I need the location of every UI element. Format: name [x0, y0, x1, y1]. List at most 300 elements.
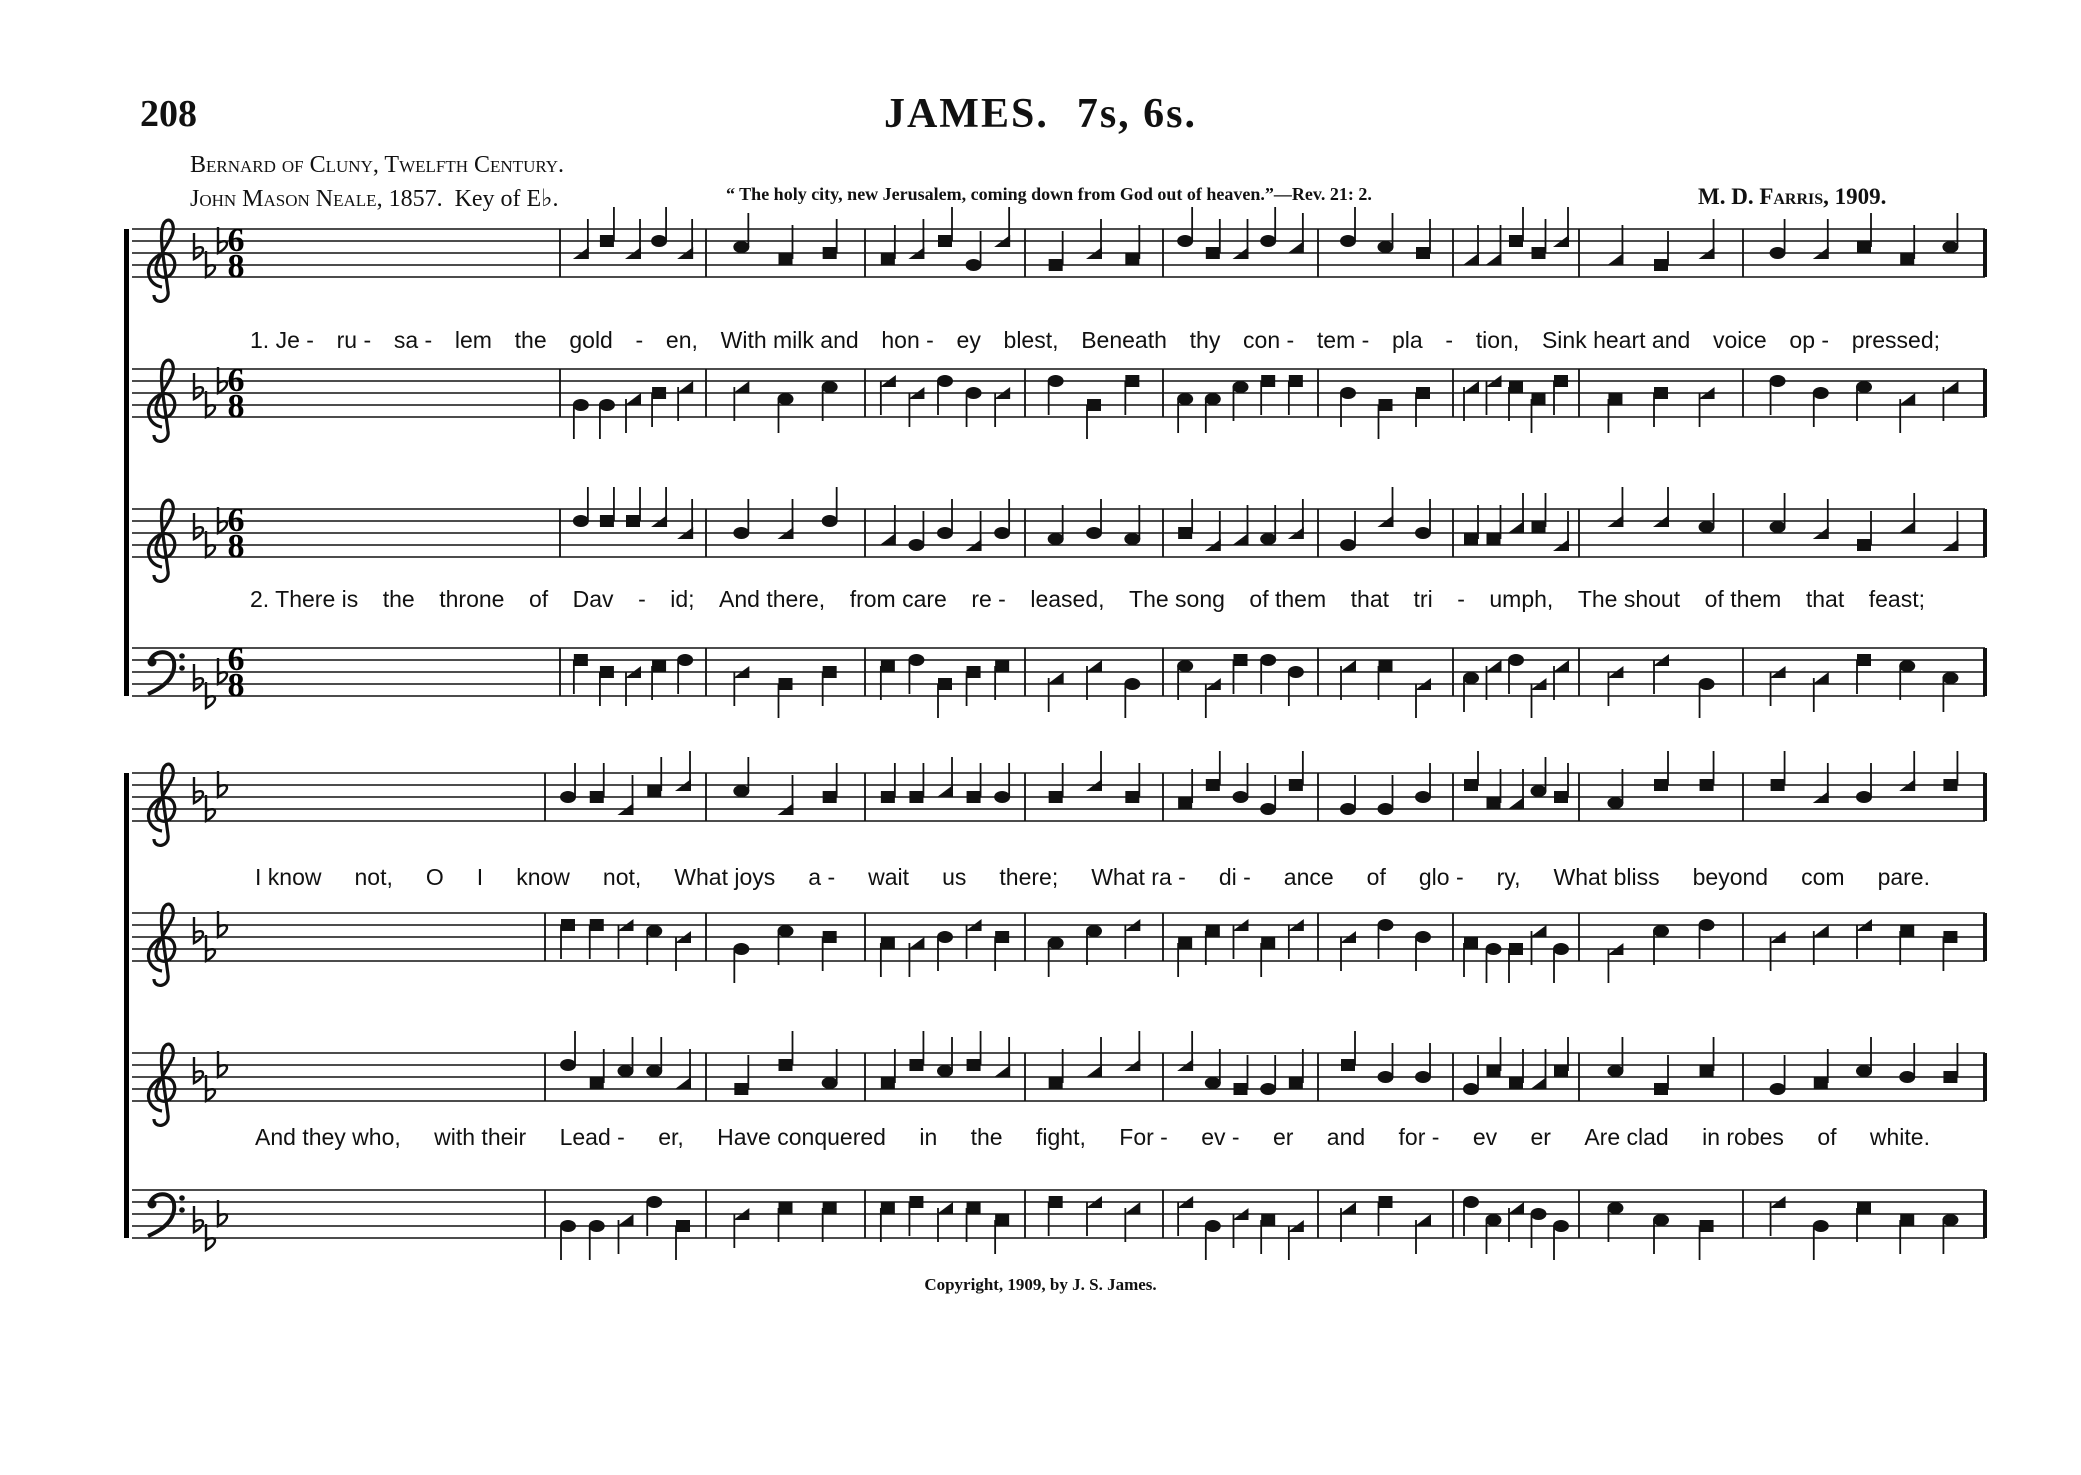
lyric-syllable: pare. — [1877, 864, 1930, 890]
lyric-line-system2_verse2 — [255, 1124, 1930, 1150]
lyric-syllable: of — [1366, 864, 1386, 890]
note-head — [1234, 654, 1248, 666]
treble-clef-icon — [148, 904, 174, 985]
flat-sign-icon — [218, 911, 227, 937]
note-head — [881, 791, 895, 803]
note-head — [995, 931, 1009, 943]
flat-sign-icon — [194, 513, 203, 539]
note-head — [1654, 259, 1668, 271]
note-head — [1289, 1077, 1303, 1089]
note-head — [909, 1196, 923, 1208]
note-head — [1378, 241, 1394, 253]
note-head — [1379, 1196, 1393, 1208]
time-signature-bottom: 8 — [227, 667, 245, 704]
bass-clef-dot — [179, 1207, 185, 1213]
lyric-syllable: I know — [255, 864, 322, 890]
lyric-syllable: hon - — [881, 327, 934, 353]
lyric-syllable: feast; — [1868, 586, 1925, 612]
note-head — [1464, 533, 1478, 545]
note-head — [1378, 1071, 1394, 1083]
time-signature-bottom: 8 — [227, 528, 245, 565]
note-head — [908, 937, 924, 949]
note-head — [937, 1202, 953, 1214]
note-head — [1942, 381, 1958, 393]
treble-clef-icon — [148, 500, 174, 581]
note-head — [1125, 253, 1139, 265]
note-head — [1531, 1077, 1547, 1089]
note-head — [1048, 533, 1064, 545]
staff — [132, 641, 1985, 708]
note-head — [995, 1214, 1009, 1226]
lyric-syllable: ev - — [1201, 1124, 1240, 1150]
note-head — [1463, 1196, 1479, 1208]
note-head — [779, 678, 793, 690]
flat-sign-icon — [206, 935, 215, 961]
note-head — [1771, 779, 1785, 791]
note-head — [1415, 527, 1431, 539]
note-head — [651, 235, 667, 247]
bass-clef-dot — [179, 665, 185, 671]
lyric-syllable: of — [528, 586, 549, 612]
lyric-syllable: di - — [1218, 864, 1251, 890]
note-head — [1261, 1214, 1275, 1226]
bass-clef-dot — [179, 1195, 185, 1201]
note-head — [909, 791, 923, 803]
epigraph: “ The holy city, new Jerusalem, coming down from God out of heaven.”—Rev. 21: 2. — [726, 184, 1372, 204]
note-head — [1049, 1196, 1063, 1208]
note-head — [1654, 387, 1668, 399]
lyric-syllable: from care — [849, 586, 947, 612]
note-head — [823, 791, 837, 803]
note-head — [1813, 387, 1829, 399]
note-head — [1486, 1214, 1502, 1226]
note-head — [938, 678, 952, 690]
note-head — [1340, 1202, 1356, 1214]
note-head — [1508, 654, 1524, 666]
note-head — [1415, 1071, 1431, 1083]
note-head — [937, 1065, 953, 1077]
note-head — [647, 785, 661, 797]
note-head — [1532, 521, 1546, 533]
lyric-syllable: wait — [868, 864, 910, 890]
note-head — [1260, 654, 1276, 666]
note-head — [937, 785, 953, 797]
note-head — [937, 375, 953, 387]
note-head — [1288, 241, 1304, 253]
lyric-syllable: blest, — [1003, 327, 1059, 353]
treble-clef-icon — [148, 220, 174, 301]
lyric-syllable: What bliss — [1553, 864, 1660, 890]
lyric-syllable: - — [635, 327, 644, 353]
lyric-syllable: leased, — [1030, 586, 1105, 612]
note-head — [778, 925, 794, 937]
note-head — [1770, 375, 1786, 387]
note-head — [1942, 672, 1958, 684]
note-head — [1943, 779, 1957, 791]
lyric-syllable: er, — [658, 1124, 684, 1150]
lyric-syllable: With milk and — [720, 327, 859, 353]
hymn-title — [0, 90, 2081, 138]
note-head — [1177, 235, 1193, 247]
note-head — [967, 666, 981, 678]
note-head — [560, 1220, 576, 1232]
flat-sign-icon — [194, 1057, 203, 1083]
note-head — [590, 1077, 604, 1089]
note-head — [823, 666, 837, 678]
lyric-syllable: er — [1530, 1124, 1551, 1150]
flat-sign-icon — [206, 251, 215, 277]
note-head — [1379, 399, 1393, 411]
note-head — [1607, 253, 1623, 265]
note-head — [1900, 1214, 1914, 1226]
note-head — [1260, 1083, 1276, 1095]
lyric-syllable: The song — [1129, 586, 1225, 612]
lyric-syllable: Sink heart and — [1541, 327, 1691, 353]
note-head — [1049, 259, 1063, 271]
staff-layer — [124, 220, 1985, 1250]
note-head — [1699, 678, 1715, 690]
note-head — [1653, 1214, 1669, 1226]
note-head — [994, 527, 1010, 539]
lyric-syllable: thy — [1189, 327, 1221, 353]
note-head — [1531, 785, 1547, 797]
note-head — [1260, 803, 1276, 815]
note-head — [1532, 393, 1546, 405]
lyric-syllable: know — [516, 864, 570, 890]
lyric-syllable: ru - — [336, 327, 372, 353]
lyric-syllable: re - — [971, 586, 1006, 612]
note-head — [1899, 660, 1915, 672]
note-head — [1814, 1077, 1828, 1089]
note-head — [881, 660, 895, 672]
treble-clef-icon — [148, 1044, 174, 1125]
lyric-syllable: I — [476, 864, 484, 890]
flat-sign-icon — [218, 771, 227, 797]
note-head — [1260, 533, 1276, 545]
note-head — [779, 1059, 793, 1071]
lyric-syllable: fight, — [1036, 1124, 1086, 1150]
note-head — [1857, 241, 1871, 253]
note-head — [1554, 1065, 1568, 1077]
note-head — [938, 235, 952, 247]
note-head — [1943, 931, 1957, 943]
flat-sign-icon — [218, 658, 227, 684]
lyric-syllable: - — [1457, 586, 1465, 612]
flat-sign-icon — [194, 664, 203, 690]
note-head — [1340, 539, 1356, 551]
lyric-syllable: Dav — [572, 586, 614, 612]
note-head — [1178, 797, 1192, 809]
lyric-syllable: ev — [1472, 1124, 1498, 1150]
lyric-syllable: not, — [354, 864, 393, 890]
note-head — [1341, 1059, 1355, 1071]
note-head — [994, 1065, 1010, 1077]
note-head — [1486, 253, 1502, 265]
note-head — [1205, 393, 1221, 405]
lyric-syllable: of them — [1249, 586, 1327, 612]
lyric-syllable: And they who, — [255, 1124, 401, 1150]
tune-name: JAMES. — [883, 91, 1049, 137]
flat-sign-icon — [194, 917, 203, 943]
note-head — [994, 791, 1010, 803]
note-head — [1177, 393, 1193, 405]
note-head — [1943, 1071, 1957, 1083]
note-head — [967, 1059, 981, 1071]
lyric-syllable: com — [1801, 864, 1845, 890]
flat-sign-icon — [218, 1051, 227, 1077]
note-head — [1813, 672, 1829, 684]
note-head — [1340, 235, 1356, 247]
lyric-syllable: umph, — [1489, 586, 1554, 612]
note-head — [733, 785, 749, 797]
note-head — [1531, 925, 1547, 937]
lyric-syllable: And there, — [719, 586, 826, 612]
note-head — [1289, 779, 1303, 791]
note-head — [589, 1220, 605, 1232]
note-head — [1049, 791, 1063, 803]
note-head — [1508, 521, 1524, 533]
lyric-syllable: the — [514, 327, 547, 353]
lyric-line-system1_verse2 — [250, 586, 1925, 612]
note-head — [675, 1077, 691, 1089]
note-head — [1942, 241, 1958, 253]
note-head — [646, 1065, 662, 1077]
note-head — [1607, 1202, 1623, 1214]
note-head — [1487, 533, 1501, 545]
note-head — [1288, 666, 1304, 678]
note-head — [1378, 919, 1394, 931]
note-head — [1048, 672, 1064, 684]
note-head — [600, 515, 614, 527]
note-head — [1234, 1083, 1248, 1095]
lyric-syllable: in — [919, 1124, 938, 1150]
flat-sign-icon — [218, 367, 227, 393]
translator-credit — [190, 184, 559, 213]
bass-clef-dot — [179, 653, 185, 659]
note-head — [646, 1196, 662, 1208]
note-head — [1770, 247, 1786, 259]
key-label: Key of E♭. — [454, 186, 559, 212]
note-head — [1416, 247, 1430, 259]
note-head — [1509, 381, 1523, 393]
note-head — [1857, 1202, 1871, 1214]
note-head — [1178, 527, 1192, 539]
lyric-syllable: The shout — [1577, 586, 1681, 612]
note-head — [966, 387, 982, 399]
note-head — [1125, 375, 1139, 387]
flat-sign-icon — [218, 507, 227, 533]
lyric-syllable: there; — [999, 864, 1059, 890]
time-signature-bottom: 8 — [227, 248, 245, 285]
system-brace-bar — [124, 229, 129, 696]
translator-year: , 1857. — [376, 186, 443, 212]
note-head — [626, 515, 640, 527]
note-head — [625, 393, 641, 405]
note-head — [1509, 943, 1523, 955]
bass-clef-dot — [148, 1200, 157, 1209]
note-head — [1654, 779, 1668, 791]
lyric-syllable: er — [1272, 1124, 1294, 1150]
note-head — [1486, 660, 1502, 672]
note-head — [1049, 1077, 1063, 1089]
lyric-syllable: What joys — [674, 864, 776, 890]
lyric-syllable: tem - — [1316, 327, 1370, 353]
note-head — [881, 253, 895, 265]
note-head — [778, 393, 794, 405]
note-head — [1340, 803, 1356, 815]
note-head — [1087, 399, 1101, 411]
lyric-syllable: throne — [439, 586, 505, 612]
note-head — [1124, 1202, 1140, 1214]
note-head — [1508, 1202, 1524, 1214]
note-head — [1770, 1083, 1786, 1095]
lyric-syllable: pressed; — [1851, 327, 1940, 353]
note-head — [881, 1077, 895, 1089]
notes-layer — [560, 207, 1958, 1260]
note-head — [1531, 1208, 1547, 1220]
note-head — [881, 937, 895, 949]
note-head — [590, 791, 604, 803]
note-head — [1340, 660, 1356, 672]
note-head — [733, 943, 749, 955]
note-head — [1856, 791, 1872, 803]
note-head — [937, 931, 953, 943]
note-head — [1487, 797, 1501, 809]
lyric-syllable: sa - — [393, 327, 433, 353]
lyric-syllable: glo - — [1418, 864, 1464, 890]
note-head — [1813, 1220, 1829, 1232]
note-head — [1554, 375, 1568, 387]
lyric-syllable: not, — [602, 864, 642, 890]
note-head — [995, 660, 1009, 672]
lyric-syllable: pla — [1391, 327, 1423, 353]
time-signature-top: 6 — [227, 502, 245, 539]
note-head — [1856, 381, 1872, 393]
note-head — [1464, 937, 1478, 949]
note-head — [1509, 1077, 1523, 1089]
flat-sign-icon — [194, 777, 203, 803]
note-head — [1415, 931, 1431, 943]
note-head — [1553, 660, 1569, 672]
flat-sign-icon — [206, 531, 215, 557]
note-head — [823, 247, 837, 259]
note-head — [1553, 943, 1569, 955]
flat-sign-icon — [194, 1206, 203, 1232]
treble-clef-icon — [148, 360, 174, 441]
hymn-meter: 7s, 6s. — [1076, 91, 1198, 137]
lyric-syllable: id; — [670, 586, 695, 612]
note-head — [599, 399, 615, 411]
note-head — [618, 1214, 634, 1226]
lyric-syllable: white. — [1869, 1124, 1930, 1150]
note-head — [574, 654, 588, 666]
lyric-syllable: Lead - — [559, 1124, 625, 1150]
note-head — [823, 931, 837, 943]
note-head — [1699, 919, 1715, 931]
author-credit: Bernard of Cluny, Twelfth Century. — [190, 152, 565, 178]
system-2 — [124, 764, 1985, 1250]
note-head — [600, 235, 614, 247]
translator-name: John Mason Neale — [190, 186, 377, 212]
lyric-syllable: and — [1326, 1124, 1366, 1150]
note-head — [677, 654, 693, 666]
note-head — [573, 399, 589, 411]
lyric-syllable: of them — [1704, 586, 1782, 612]
note-head — [1463, 253, 1479, 265]
composer-credit: M. D. Farris, 1909. — [1698, 184, 1887, 209]
treble-clef-icon — [148, 764, 174, 845]
note-head — [1463, 672, 1479, 684]
lyric-syllable: What ra - — [1091, 864, 1186, 890]
lyric-syllable: ance — [1283, 864, 1334, 890]
note-head — [1607, 797, 1623, 809]
bass-clef-dot — [148, 658, 157, 667]
lyric-line-system1_verse1 — [250, 327, 1940, 353]
note-head — [823, 1202, 837, 1214]
note-head — [1206, 925, 1220, 937]
note-head — [1509, 235, 1523, 247]
note-head — [1233, 533, 1249, 545]
lyric-syllable: lem — [454, 327, 492, 353]
note-head — [822, 1077, 838, 1089]
note-head — [1289, 375, 1303, 387]
note-head — [1415, 1214, 1431, 1226]
flat-sign-icon — [218, 227, 227, 253]
flat-sign-icon — [218, 1200, 227, 1226]
note-head — [1261, 375, 1275, 387]
note-head — [652, 387, 666, 399]
note-head — [1554, 791, 1568, 803]
lyric-syllable: beyond — [1692, 864, 1769, 890]
note-head — [1205, 1077, 1221, 1089]
lyric-syllable: ry, — [1496, 864, 1521, 890]
note-head — [1124, 533, 1140, 545]
lyric-syllable: tri — [1413, 586, 1433, 612]
note-head — [967, 791, 981, 803]
time-signature-top: 6 — [227, 222, 245, 259]
note-head — [560, 1059, 576, 1071]
note-head — [1463, 381, 1479, 393]
copyright-notice: Copyright, 1909, by J. S. James. — [924, 1275, 1157, 1294]
lyric-syllable: us — [942, 864, 967, 890]
note-head — [909, 1059, 923, 1071]
note-head — [1125, 791, 1139, 803]
note-head — [1086, 925, 1102, 937]
note-head — [1900, 253, 1914, 265]
note-head — [676, 1220, 690, 1232]
note-head — [1260, 235, 1276, 247]
lyric-syllable: that — [1350, 586, 1390, 612]
note-head — [1086, 1065, 1102, 1077]
note-head — [1048, 937, 1064, 949]
lyric-layer — [250, 327, 1940, 1150]
note-head — [1177, 660, 1193, 672]
time-signature-bottom: 8 — [227, 388, 245, 425]
note-head — [1857, 539, 1871, 551]
note-head — [880, 533, 896, 545]
note-head — [966, 259, 982, 271]
note-head — [600, 666, 614, 678]
note-head — [1857, 654, 1871, 666]
note-head — [1607, 1065, 1623, 1077]
note-head — [1086, 660, 1102, 672]
lyric-syllable: of — [1817, 1124, 1837, 1150]
lyric-syllable: in robes — [1702, 1124, 1784, 1150]
note-head — [1379, 660, 1393, 672]
lyric-syllable: tion, — [1475, 327, 1520, 353]
flat-sign-icon — [206, 1075, 215, 1101]
system-brace-bar — [124, 773, 129, 1238]
